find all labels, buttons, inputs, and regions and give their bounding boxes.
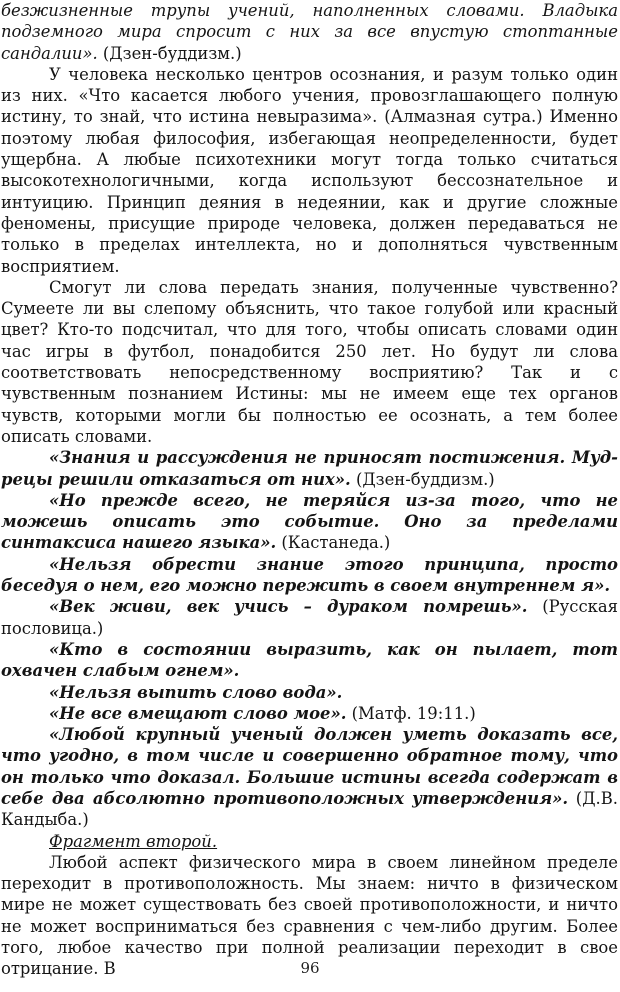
italic-text: безжизненные трупы учений, наполненных словами. Владыка подземного мира спросит с них за все впустую стоптанные сандалии». (1, 1, 618, 63)
body-text: (Русская пословица.) (1, 597, 618, 638)
quote-text: «Но прежде всего, не теряйся из-за того, что не можешь описать это событие. Оно за пределами синтаксиса нашего языка». (1, 490, 618, 553)
paragraph (1, 0, 618, 64)
quote-text: «Кто в состоянии выразить, как он пылает, тот охвачен слабым огнем». (1, 639, 618, 681)
body-text: У человека несколько центров осознания, и разум только один из них. «Что касается любого учения, провозглашающего полную истину, то знай, что истина невыразима». (Алмазная сутра.) Именно поэтому любая философия, избегающая неопределенности, будет ущербна. А любые психотехники могут тогда только считаться высокотехнологичными, когда используют бессознательное и интуицию. Принцип деяния в недеянии, как и другие сложные феномены, присущие природе человека, должен передаваться не только в пределах интеллекта, но и дополняться чувственным восприятием. (1, 64, 618, 276)
page-text (1, 0, 618, 980)
body-text: (Дзен-буддизм.) (97, 43, 242, 63)
paragraph (1, 831, 618, 852)
paragraph (1, 277, 618, 447)
quote-text: «Знания и рассуждения не приносят постижения. Муд-рецы решили отказаться от них». (1, 448, 618, 489)
body-text: Смогут ли слова передать знания, полученные чувственно? Сумеете ли вы слепому объяснить, что такое голубой или красный цвет? Кто-то подсчитал, что для того, чтобы описать словами один час игры в футбол, понадобится 250 лет. Но будут ли слова соответствовать непосредственному восприятию? Так и с чувственным познанием Истины: мы не имеем еще тех органов чувств, которыми могли бы полностью ее осознать, а тем более описать словами. (1, 277, 618, 446)
paragraph (1, 64, 618, 277)
paragraph (1, 554, 618, 597)
paragraph (1, 682, 618, 703)
quote-text: «Нельзя выпить слово вода». (49, 682, 343, 702)
paragraph (1, 724, 618, 830)
body-text: (Матф. 19:11.) (346, 703, 476, 723)
body-text: (Д.В. Кандыба.) (1, 788, 618, 830)
quote-text: «Век живи, век учись – дураком помрешь». (49, 597, 528, 617)
quote-text: «Нельзя обрести знание этого принципа, просто беседуя о нем, его можно пережить в своем внутреннем я». (1, 554, 618, 596)
body-text: (Кастанеда.) (276, 533, 391, 553)
quote-text: «Любой крупный ученый должен уметь доказать все, что угодно, в том числе и совершенно обратное тому, что он только что доказал. Большие истины всегда содержат в себе два абсолютно противоположных утверждения». (1, 725, 618, 808)
body-text: Любой аспект физического мира в своем линейном пределе переходит в противоположность. Мы знаем: ничто в физическом мире не может существовать без своей противоположности, и ничто не может восприниматься без сравнения с чем-либо другим. Более того, любое качество при полной реализации переходит в свое отрицание. В (1, 852, 618, 979)
body-text: (Дзен-буддизм.) (350, 469, 495, 489)
paragraph (1, 490, 618, 554)
paragraph (1, 447, 618, 490)
paragraph (1, 596, 618, 639)
page-number: 96 (300, 959, 320, 977)
section-heading: Фрагмент второй. (49, 831, 218, 851)
paragraph (1, 703, 618, 724)
quote-text: «Не все вмещают слово мое». (49, 703, 347, 723)
paragraph (1, 639, 618, 682)
